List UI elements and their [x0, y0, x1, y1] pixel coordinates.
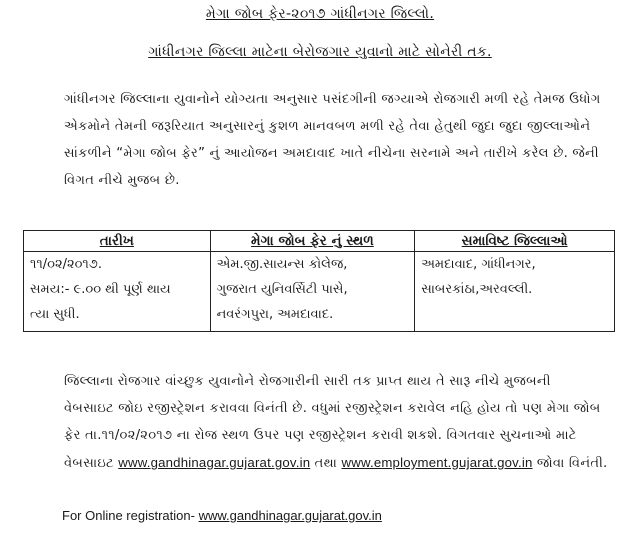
intro-paragraph [26, 86, 618, 194]
intro-line: એકમોને તેમની જરૂરિયાત અનુસારનું કુશળ માનવબળ મળી રહે તેવા હેતુથી જુદા જુદા જીલ્લાઓને [64, 119, 591, 134]
notice-line: વેબસાઇટ જોઇ રજીસ્ટ્રેશન કરાવવા વિનંતી છે. વધુમાં રજીસ્ટ્રેશન કરાવેલ નહિ હોય તો પણ મેગા જોબ [64, 401, 601, 416]
notice-line-mid: તથા [310, 456, 342, 471]
venue-line: નવરંગપુરા, અમદાવાદ. [216, 307, 334, 322]
notice-line-suffix: જોવા વિનંતી. [532, 456, 608, 471]
time-value-cont: ત્યા સુધી. [30, 307, 80, 322]
notice-title: મેગા જોબ ફેર-૨૦૧૭ ગાંધીનગર જિલ્લો. [205, 6, 435, 22]
notice-subtitle: ગાંધીનગર જિલ્લા માટેના બેરોજગાર યુવાનો માટે સોનેરી તક. [148, 44, 492, 60]
website-link-employment[interactable]: www.employment.gujarat.gov.in [341, 455, 533, 470]
footer [62, 508, 382, 523]
notice-line: જિલ્લાના રોજગાર વાંચ્છુક યુવાનોને રોજગારીની સારી તક પ્રાપ્ત થાય તે સારૂ નીચે મુજબની [64, 374, 551, 389]
time-value: સમય:- ૯.૦૦ થી પૂર્ણ થાય [30, 282, 171, 297]
venue-line: એમ.જી.સાયન્સ કોલેજ, [216, 257, 348, 272]
venue-line: ગુજરાત યુનિવર્સિટી પાસે, [216, 282, 348, 297]
district-line: સાબરકાંઠા,અરવલ્લી. [421, 282, 533, 297]
date-cell [24, 252, 211, 332]
header-districts: સમાવિષ્ટ જિલ્લાઓ [415, 231, 615, 252]
footer-registration-link[interactable]: www.gandhinagar.gujarat.gov.in [198, 508, 382, 523]
registration-paragraph [26, 368, 618, 477]
footer-label: For Online registration- [62, 508, 199, 523]
date-value: ૧૧/૦૨/૨૦૧૭. [30, 257, 102, 272]
notice-line: ફેર તા.૧૧/૦૨/૨૦૧૭ ના રોજ સ્થળ ઉપર પણ રજીસ્ટ્રેશન કરાવી શકશે. વિગતવાર સુચનાઓ માટે [64, 428, 577, 443]
intro-line: ગાંધીનગર જિલ્લાના યુવાનોને યોગ્યતા અનુસાર પસંદગીની જગ્યાએ રોજગારી મળી રહે તેમજ ઉધોગ [64, 92, 601, 107]
table-row [24, 252, 615, 332]
district-line: અમદાવાદ, ગાંધીનગર, [421, 257, 536, 272]
header-venue: મેગા જોબ ફેર નું સ્થળ [210, 231, 415, 252]
venue-cell [210, 252, 415, 332]
intro-line: વિગત નીચે મુજબ છે. [64, 173, 180, 188]
intro-line: સાંકળીને “મેગા જોબ ફેર” નું આયોજન અમદાવાદ ખાતે નીચેના સરનામે અને તારીખે કરેલ છે. જેની [64, 146, 599, 161]
notice-line-prefix: વેબસાઇટ [64, 456, 119, 471]
job-fair-table [23, 230, 615, 332]
districts-cell [415, 252, 615, 332]
header-date: તારીખ [24, 231, 211, 252]
notice-line [26, 449, 618, 477]
website-link-gandhinagar[interactable]: www.gandhinagar.gujarat.gov.in [118, 455, 311, 470]
table-header-row [24, 231, 615, 252]
